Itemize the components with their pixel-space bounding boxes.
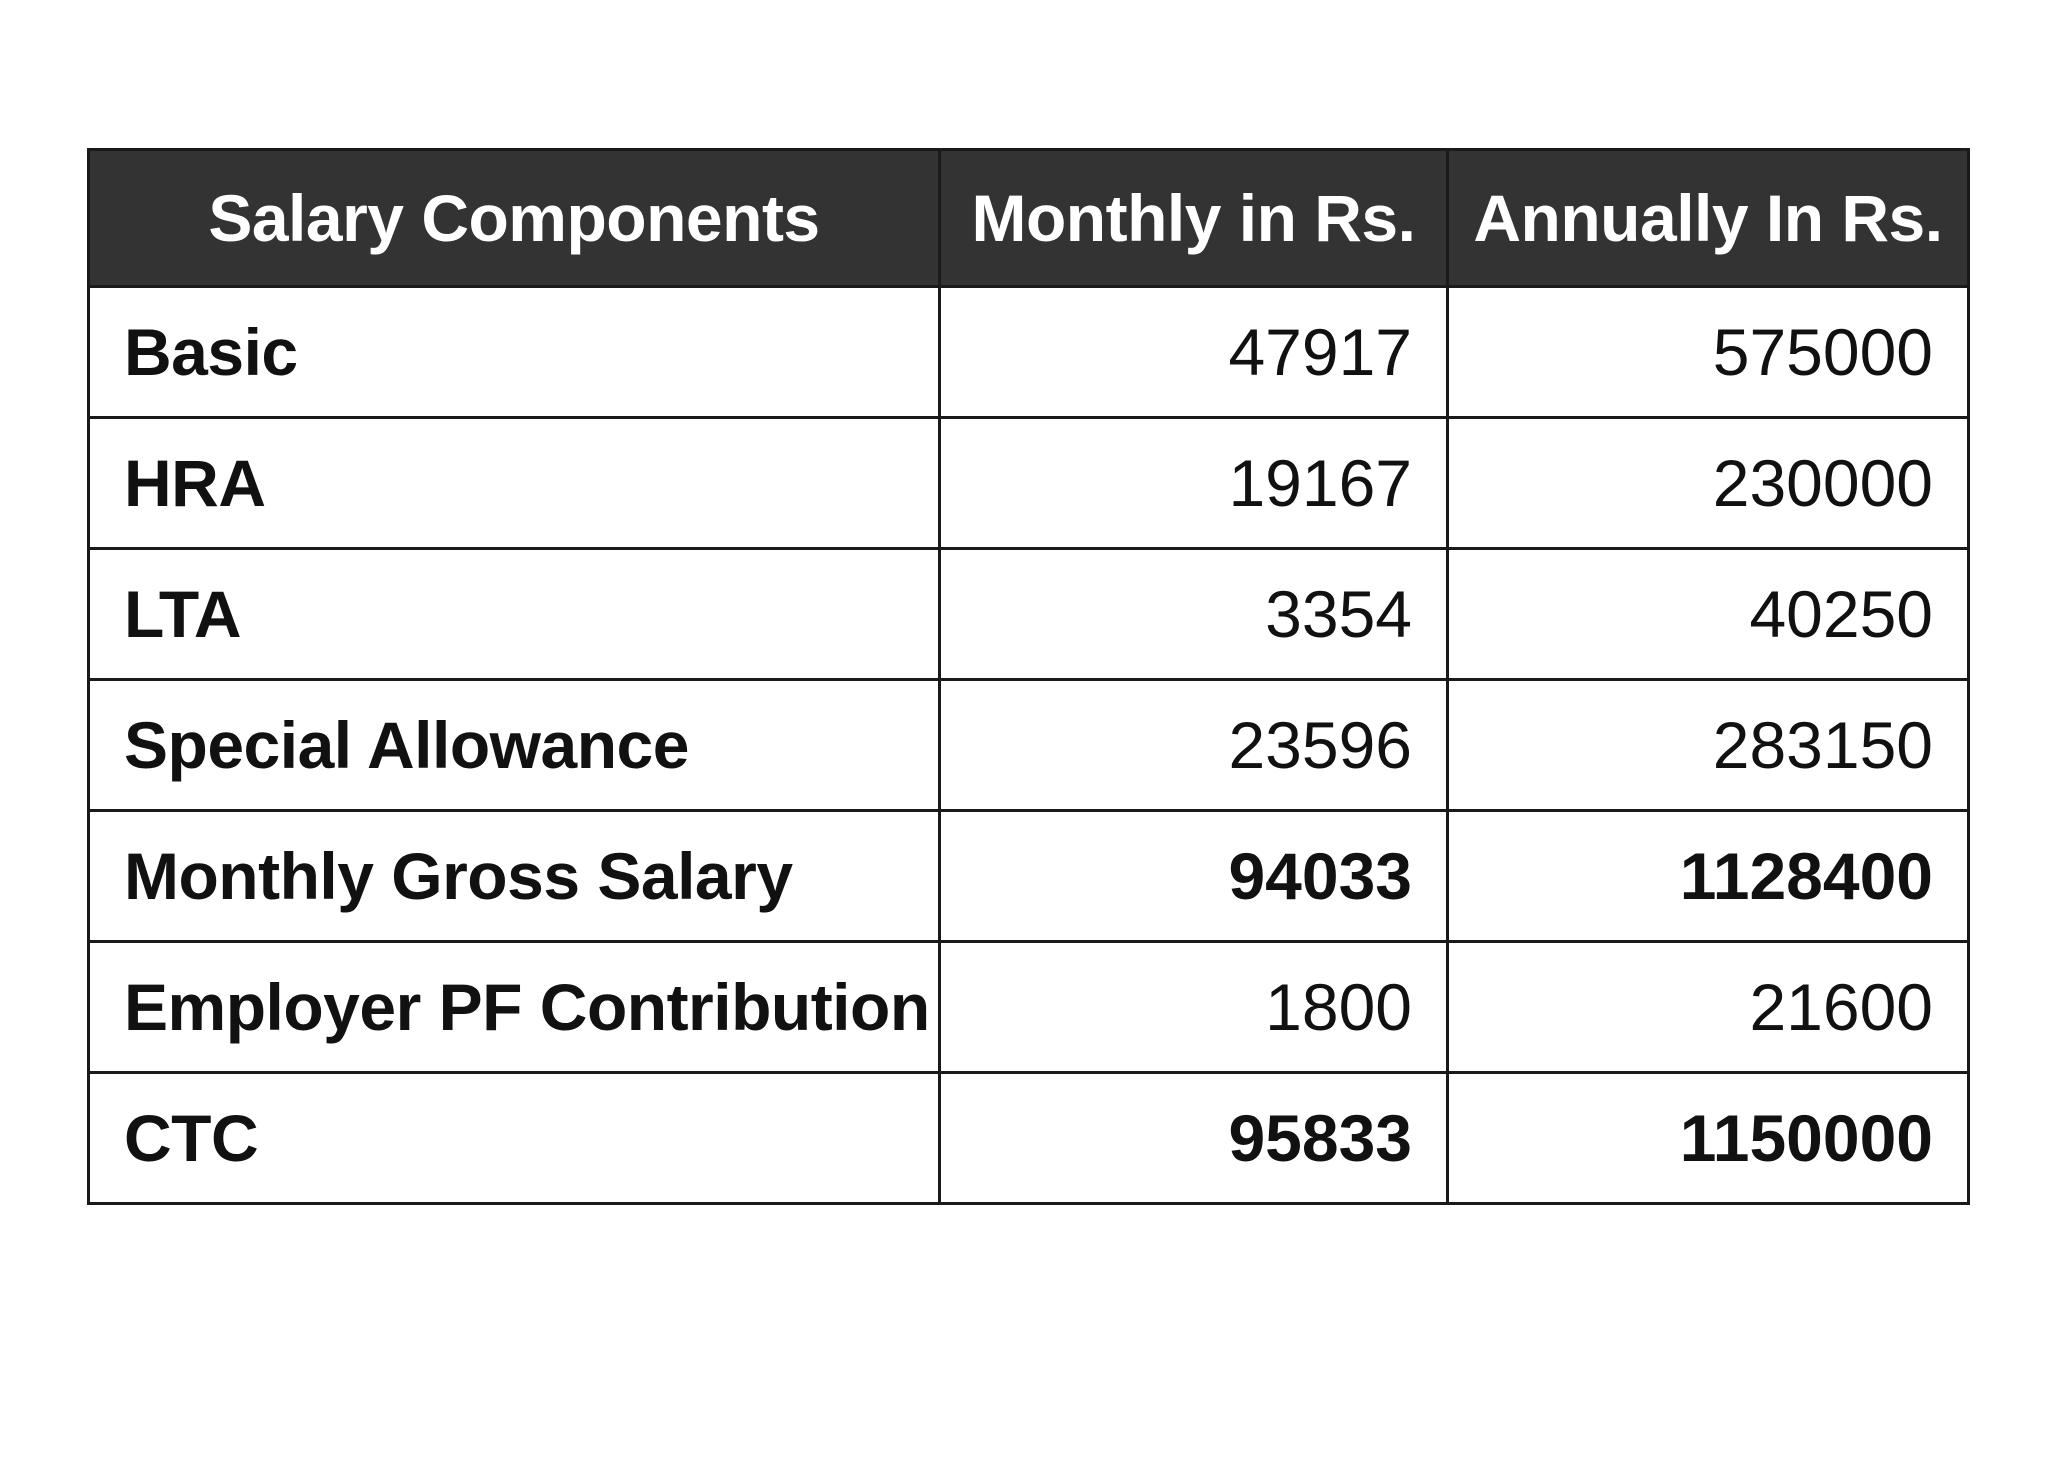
annually-cell: 1150000 <box>1448 1073 1969 1204</box>
table-row <box>89 287 1969 418</box>
component-cell: HRA <box>89 418 940 549</box>
monthly-cell: 23596 <box>940 680 1448 811</box>
header-annually: Annually In Rs. <box>1448 150 1969 287</box>
table-body <box>89 287 1969 1204</box>
component-cell: Basic <box>89 287 940 418</box>
annually-cell: 40250 <box>1448 549 1969 680</box>
table-row <box>89 549 1969 680</box>
component-cell: LTA <box>89 549 940 680</box>
header-salary-components: Salary Components <box>89 150 940 287</box>
component-cell: Employer PF Contribution <box>89 942 940 1073</box>
header-row <box>89 150 1969 287</box>
monthly-cell: 95833 <box>940 1073 1448 1204</box>
monthly-cell: 47917 <box>940 287 1448 418</box>
component-cell: Special Allowance <box>89 680 940 811</box>
table-row <box>89 942 1969 1073</box>
annually-cell: 21600 <box>1448 942 1969 1073</box>
annually-cell: 283150 <box>1448 680 1969 811</box>
salary-table <box>87 148 1970 1205</box>
monthly-cell: 19167 <box>940 418 1448 549</box>
table-row <box>89 418 1969 549</box>
monthly-cell: 3354 <box>940 549 1448 680</box>
annually-cell: 1128400 <box>1448 811 1969 942</box>
table-row <box>89 680 1969 811</box>
component-cell: CTC <box>89 1073 940 1204</box>
monthly-cell: 94033 <box>940 811 1448 942</box>
table-row-ctc <box>89 1073 1969 1204</box>
annually-cell: 575000 <box>1448 287 1969 418</box>
header-monthly: Monthly in Rs. <box>940 150 1448 287</box>
table-header <box>89 150 1969 287</box>
table-row-gross-salary <box>89 811 1969 942</box>
monthly-cell: 1800 <box>940 942 1448 1073</box>
component-cell: Monthly Gross Salary <box>89 811 940 942</box>
annually-cell: 230000 <box>1448 418 1969 549</box>
